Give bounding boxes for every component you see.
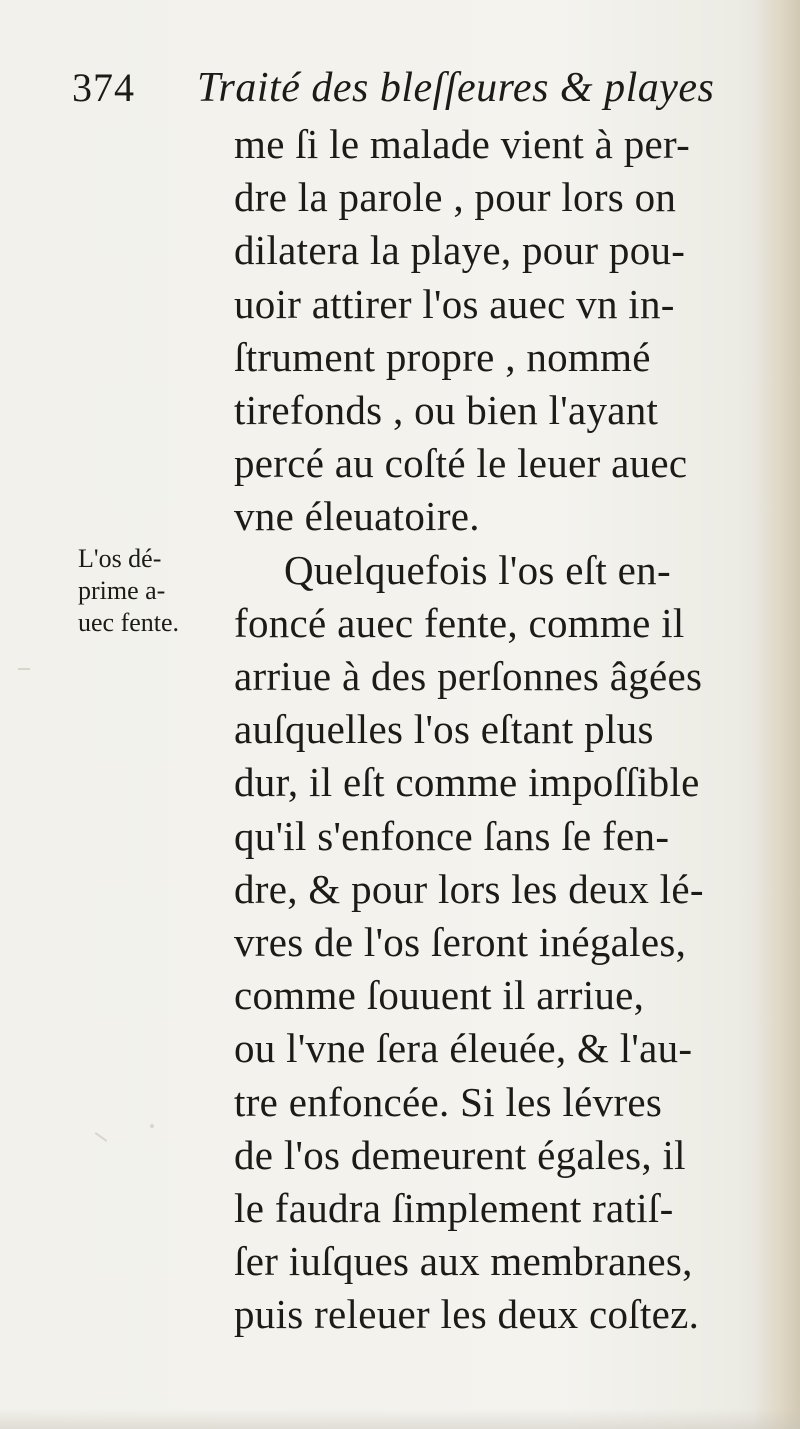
print-smudge bbox=[18, 668, 30, 670]
text-line: arriue à des perſonnes âgées bbox=[234, 653, 703, 700]
page-number: 374 bbox=[72, 65, 135, 110]
marginal-note-line: L'os dé- bbox=[78, 544, 162, 573]
text-line: qu'il s'enfonce ſans ſe fen- bbox=[234, 812, 670, 859]
text-line: comme ſouuent il arriue, bbox=[234, 972, 645, 1019]
marginal-note-line: uec fente. bbox=[78, 608, 180, 637]
text-line: uoir attirer l'os auec vn in- bbox=[234, 280, 675, 327]
text-line: dilatera la playe, pour pou- bbox=[234, 227, 686, 274]
running-head bbox=[72, 58, 732, 118]
text-line: ſtrument propre , nommé bbox=[234, 333, 651, 380]
running-title: Traité des bleſſeures & playes bbox=[197, 65, 715, 111]
text-line: tre enfoncée. Si les lévres bbox=[234, 1078, 663, 1125]
text-line: de l'os demeurent égales, il bbox=[234, 1131, 686, 1178]
text-line: vres de l'os ſeront inégales, bbox=[234, 919, 687, 966]
marginal-note-line: prime a- bbox=[78, 576, 166, 605]
text-line: dre la parole , pour lors on bbox=[234, 174, 677, 221]
print-smudge bbox=[150, 1124, 154, 1128]
page-edge-shadow bbox=[754, 0, 800, 1429]
text-line: auſquelles l'os eſtant plus bbox=[234, 706, 654, 753]
text-line: ou l'vne ſera éleuée, & l'au- bbox=[234, 1025, 693, 1072]
text-line: ſer iuſques aux membranes, bbox=[234, 1238, 693, 1285]
text-line: tirefonds , ou bien l'ayant bbox=[234, 387, 659, 434]
text-line: dur, il eſt comme impoſſible bbox=[234, 759, 700, 806]
marginal-note bbox=[78, 543, 228, 639]
text-line: percé au coſté le leuer auec bbox=[234, 440, 688, 487]
text-line: puis releuer les deux coſtez. bbox=[234, 1291, 700, 1338]
text-line: foncé auec fente, comme il bbox=[234, 599, 685, 646]
body-text bbox=[234, 118, 759, 1342]
paragraph-start-line: Quelquefois l'os eſt en- bbox=[284, 546, 671, 593]
text-line: me ſi le malade vient à per- bbox=[234, 121, 691, 167]
text-line: dre, & pour lors les deux lé- bbox=[234, 865, 704, 912]
text-line: vne éleuatoire. bbox=[234, 493, 480, 540]
text-line: le faudra ſimplement ratiſ- bbox=[234, 1185, 674, 1232]
print-smudge bbox=[95, 1132, 108, 1142]
page-bottom-shadow bbox=[0, 1409, 800, 1429]
